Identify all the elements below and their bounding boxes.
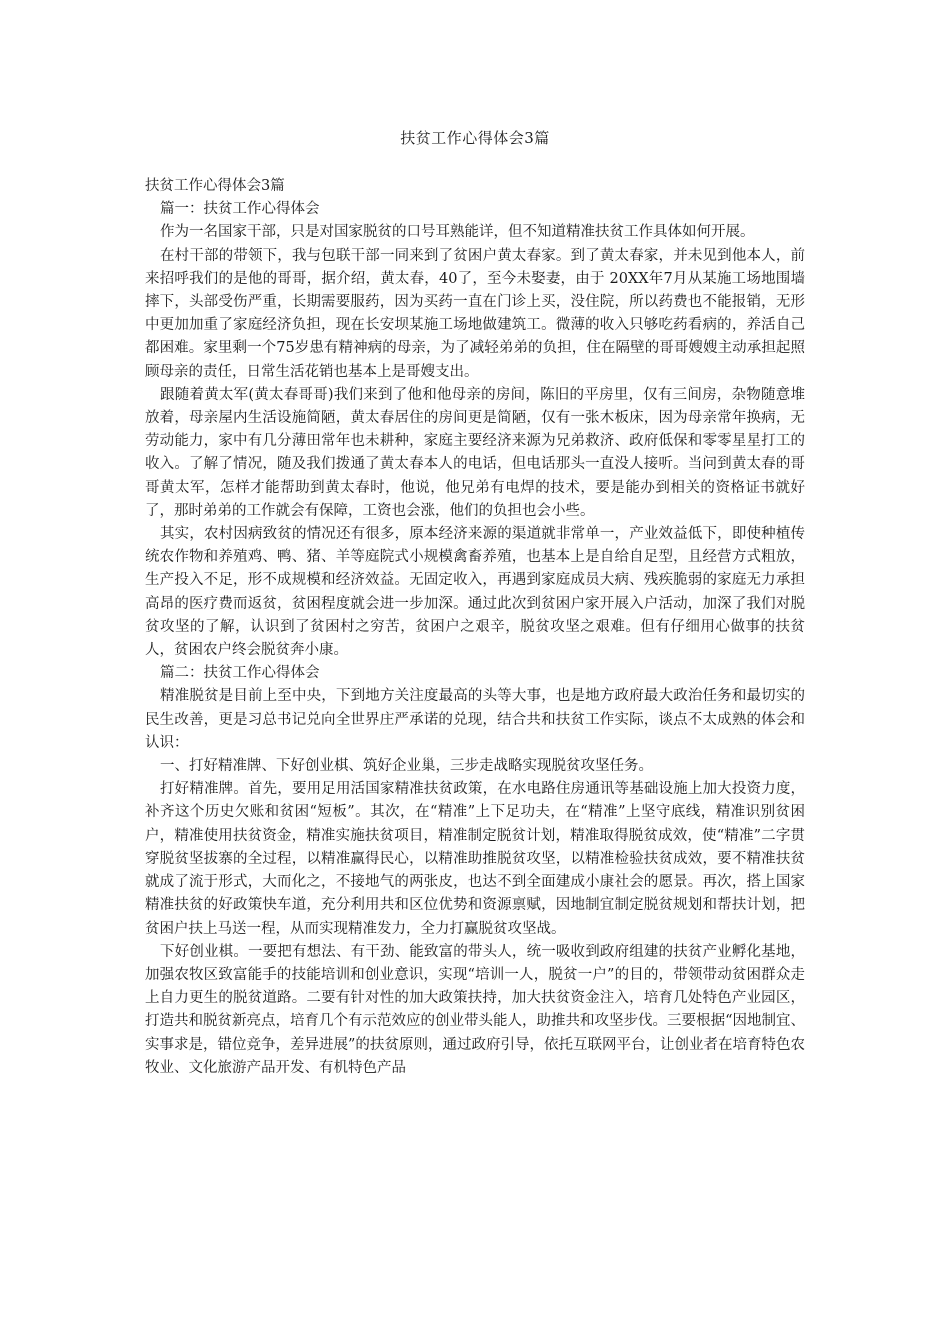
document-body: [145, 175, 805, 1080]
section-heading: 篇一：扶贫工作心得体会: [160, 201, 320, 218]
paragraph: 打好精准牌。首先，要用足用活国家精准扶贫政策，在水电路住房通讯等基础设施上加大投资力度，补齐这个历史欠账和贫困“短板”。其次，在“精准”上下足功夫，在“精准”上坚守底线，精准识别贫困户，精准使用扶贫资金，精准实施扶贫项目，精准制定脱贫计划，精准取得脱贫成效，使“精准”二字贯穿脱贫坚拔寨的全过程，以精准赢得民心，以精准助推脱贫攻坚，以精准检验扶贫成效，要不精准扶贫就成了流于形式，大而化之，不接地气的两张皮，也达不到全面建成小康社会的愿景。再次，搭上国家精准扶贫的好政策快车道，充分利用共和区位优势和资源禀赋，因地制宜制定脱贫规划和帮扶计划，把贫困户扶上马送一程，从而实现精准发力，全力打赢脱贫攻坚战。: [145, 781, 805, 937]
paragraph: 下好创业棋。一要把有想法、有干劲、能致富的带头人，统一吸收到政府组建的扶贫产业孵化基地，加强农牧区致富能手的技能培训和创业意识，实现“培训一人，脱贫一户”的目的，带领带动贫困群众走上自力更生的脱贫道路。二要有针对性的加大政策扶持，加大扶贫资金注入，培育几处特色产业园区，打造共和脱贫新亮点，培育几个有示范效应的创业带头能人，助推共和攻坚步伐。三要根据“因地制宜、实事求是，错位竞争，差异进展”的扶贫原则，通过政府引导，依托互联网平台，让创业者在培育特色农牧业、文化旅游产品开发、有机特色产品: [145, 943, 805, 1076]
paragraph: 一、打好精准牌、下好创业棋、筑好企业巢，三步走战略实现脱贫攻坚任务。: [160, 758, 653, 775]
section-heading: 篇二：扶贫工作心得体会: [160, 665, 320, 682]
paragraph: 在村干部的带领下，我与包联干部一同来到了贫困户黄太春家。到了黄太春家，并未见到他本人，前来招呼我们的是他的哥哥，据介绍，黄太春，40了，至今未娶妻，由于 20XX年7月从某施工场地围墙摔下，头部受伤严重，长期需要服药，因为买药一直在门诊上买，没住院，所以药费也不能报销，无形中更加加重了家庭经济负担，现在长安坝某施工场地做建筑工。微薄的收入只够吃药看病的，养活自己都困难。家里剩一个75岁患有精神病的母亲，为了减轻弟弟的负担，住在隔壁的哥哥嫂嫂主动承担起照顾母亲的责任，日常生活花销也基本上是哥嫂支出。: [145, 247, 805, 380]
document-title: 扶贫工作心得体会3篇: [400, 129, 550, 147]
paragraph: 作为一名国家干部，只是对国家脱贫的口号耳熟能详，但不知道精准扶贫工作具体如何开展。: [160, 224, 755, 241]
paragraph: 跟随着黄太军(黄太春哥哥)我们来到了他和他母亲的房间，陈旧的平房里，仅有三间房，杂物随意堆放着，母亲屋内生活设施简陋，黄太春居住的房间更是简陋，仅有一张木板床，因为母亲常年换病，无劳动能力，家中有几分薄田常年也未耕种，家庭主要经济来源为兄弟救济、政府低保和零零星星打工的收入。了解了情况，随及我们拨通了黄太春本人的电话，但电话那头一直没人接听。当问到黄太春的哥哥黄太军，怎样才能帮助到黄太春时，他说，他兄弟有电焊的技术，要是能办到相关的资格证书就好了，那时弟弟的工作就会有保障，工资也会涨，他们的负担也会小些。: [145, 386, 805, 519]
paragraph: 扶贫工作心得体会3篇: [145, 178, 285, 194]
paragraph: 精准脱贫是目前上至中央，下到地方关注度最高的头等大事，也是地方政府最大政治任务和最切实的民生改善，更是习总书记兑向全世界庄严承诺的兑现，结合共和扶贫工作实际，谈点不太成熟的体会和认识：: [145, 688, 805, 751]
paragraph: 其实，农村因病致贫的情况还有很多，原本经济来源的渠道就非常单一，产业效益低下，即使种植传统农作物和养殖鸡、鸭、猪、羊等庭院式小规模禽畜养殖，也基本上是自给自足型，且经营方式粗放，生产投入不足，形不成规模和经济效益。无固定收入，再遇到家庭成员大病、残疾脆弱的家庭无力承担高昂的医疗费而返贫，贫困程度就会进一步加深。通过此次到贫困户家开展入户活动，加深了我们对脱贫攻坚的了解，认识到了贫困村之穷苦，贫困户之艰辛，脱贫攻坚之艰难。但有仔细用心做事的扶贫人，贫困农户终会脱贫奔小康。: [145, 526, 805, 659]
